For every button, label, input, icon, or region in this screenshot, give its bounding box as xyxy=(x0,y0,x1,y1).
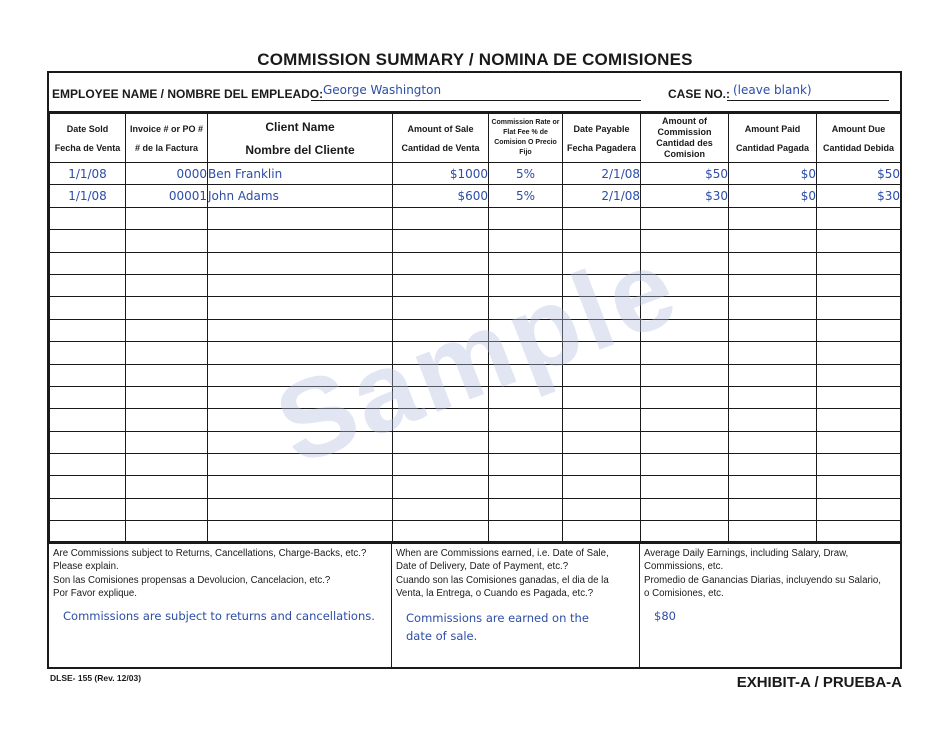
empty-cell[interactable] xyxy=(393,364,489,386)
empty-cell[interactable] xyxy=(126,431,208,453)
empty-cell[interactable] xyxy=(641,342,729,364)
question-line: Please explain. xyxy=(53,561,119,573)
empty-cell[interactable] xyxy=(208,498,393,520)
case-no-label: CASE NO.: xyxy=(668,87,731,101)
empty-cell[interactable] xyxy=(817,364,901,386)
empty-cell[interactable] xyxy=(563,454,641,476)
empty-cell[interactable] xyxy=(489,431,563,453)
empty-cell[interactable] xyxy=(729,207,817,229)
empty-cell[interactable] xyxy=(126,498,208,520)
question-line: Cuando son las Comisiones ganadas, el dia de la xyxy=(396,574,609,586)
table-row xyxy=(50,319,901,341)
empty-cell[interactable] xyxy=(208,409,393,431)
empty-cell[interactable] xyxy=(50,476,126,498)
empty-cell[interactable] xyxy=(729,386,817,408)
empty-cell[interactable] xyxy=(126,274,208,296)
empty-cell[interactable] xyxy=(50,521,126,543)
table-row xyxy=(50,476,901,498)
empty-cell[interactable] xyxy=(50,498,126,520)
empty-cell[interactable] xyxy=(208,207,393,229)
cell-amount-sale[interactable]: $1000 xyxy=(393,163,489,185)
empty-cell[interactable] xyxy=(817,274,901,296)
empty-cell[interactable] xyxy=(50,230,126,252)
empty-cell[interactable] xyxy=(393,252,489,274)
table-row xyxy=(50,252,901,274)
empty-cell[interactable] xyxy=(126,476,208,498)
empty-cell[interactable] xyxy=(563,476,641,498)
empty-cell[interactable] xyxy=(563,409,641,431)
cell-paid[interactable]: $0 xyxy=(729,185,817,207)
empty-cell[interactable] xyxy=(393,207,489,229)
table-row xyxy=(50,342,901,364)
empty-cell[interactable] xyxy=(489,454,563,476)
empty-cell[interactable] xyxy=(729,498,817,520)
empty-cell[interactable] xyxy=(641,207,729,229)
table-row xyxy=(50,185,901,207)
question-line: Average Daily Earnings, including Salary, Draw, xyxy=(644,548,849,559)
empty-cell[interactable] xyxy=(817,386,901,408)
empty-cell[interactable] xyxy=(563,319,641,341)
questions-section xyxy=(49,541,900,667)
empty-cell[interactable] xyxy=(641,431,729,453)
empty-cell[interactable] xyxy=(208,297,393,319)
empty-cell[interactable] xyxy=(208,454,393,476)
col-date-payable: Date Payable Fecha Pagadera xyxy=(563,114,641,163)
empty-cell[interactable] xyxy=(126,454,208,476)
col-amount-of-sale: Amount of Sale Cantidad de Venta xyxy=(393,114,489,163)
empty-cell[interactable] xyxy=(126,252,208,274)
empty-cell[interactable] xyxy=(208,319,393,341)
empty-cell[interactable] xyxy=(817,342,901,364)
table-row xyxy=(50,163,901,185)
table-row xyxy=(50,409,901,431)
empty-cell[interactable] xyxy=(817,454,901,476)
empty-cell[interactable] xyxy=(393,498,489,520)
empty-cell[interactable] xyxy=(729,431,817,453)
question-line: Are Commissions subject to Returns, Cancellations, Charge-Backs, etc.? xyxy=(53,548,367,559)
col-commission-rate: Commission Rate or Flat Fee % de Comision O Precio Fijo xyxy=(489,114,563,163)
empty-cell[interactable] xyxy=(489,386,563,408)
empty-cell[interactable] xyxy=(393,431,489,453)
empty-cell[interactable] xyxy=(393,386,489,408)
sample-watermark: Sample xyxy=(260,222,694,489)
cell-due[interactable]: $50 xyxy=(817,163,901,185)
empty-cell[interactable] xyxy=(393,476,489,498)
empty-cell[interactable] xyxy=(563,252,641,274)
empty-cell[interactable] xyxy=(729,274,817,296)
question-line: Commissions, etc. xyxy=(644,561,724,573)
empty-cell[interactable] xyxy=(729,252,817,274)
empty-cell[interactable] xyxy=(50,386,126,408)
empty-cell[interactable] xyxy=(729,230,817,252)
empty-cell[interactable] xyxy=(641,364,729,386)
empty-cell[interactable] xyxy=(50,274,126,296)
empty-cell[interactable] xyxy=(489,409,563,431)
form-id: DLSE- 155 (Rev. 12/03) xyxy=(50,673,142,683)
empty-cell[interactable] xyxy=(489,342,563,364)
empty-cell[interactable] xyxy=(729,297,817,319)
cell-date-payable[interactable]: 2/1/08 xyxy=(563,185,641,207)
empty-cell[interactable] xyxy=(489,319,563,341)
employee-name-value[interactable]: George Washington xyxy=(323,83,442,97)
empty-cell[interactable] xyxy=(817,431,901,453)
empty-cell[interactable] xyxy=(126,297,208,319)
col-amount-due: Amount Due Cantidad Debida xyxy=(817,114,901,163)
employee-name-label: EMPLOYEE NAME / NOMBRE DEL EMPLEADO: xyxy=(52,87,324,101)
empty-cell[interactable] xyxy=(208,386,393,408)
empty-cell[interactable] xyxy=(563,342,641,364)
empty-cell[interactable] xyxy=(50,364,126,386)
empty-cell[interactable] xyxy=(50,319,126,341)
empty-cell[interactable] xyxy=(50,342,126,364)
empty-cell[interactable] xyxy=(393,342,489,364)
table-row xyxy=(50,364,901,386)
empty-cell[interactable] xyxy=(729,454,817,476)
answer-daily-earnings[interactable]: $80 xyxy=(654,609,676,624)
employee-name-underline xyxy=(311,100,641,101)
question-line: Son las Comisiones propensas a Devolucion, Cancelacion, etc.? xyxy=(53,574,331,586)
form-title: COMMISSION SUMMARY / NOMINA DE COMISIONES xyxy=(257,50,693,69)
question-line: Por Favor explique. xyxy=(53,587,137,599)
empty-cell[interactable] xyxy=(563,521,641,543)
empty-cell[interactable] xyxy=(393,409,489,431)
empty-cell[interactable] xyxy=(393,274,489,296)
empty-cell[interactable] xyxy=(489,364,563,386)
empty-cell[interactable] xyxy=(393,297,489,319)
empty-cell[interactable] xyxy=(489,230,563,252)
cell-rate[interactable]: 5% xyxy=(489,163,563,185)
empty-cell[interactable] xyxy=(729,521,817,543)
empty-cell[interactable] xyxy=(489,274,563,296)
empty-cell[interactable] xyxy=(126,364,208,386)
question-line: Promedio de Ganancias Diarias, incluyendo su Salario, xyxy=(644,574,881,586)
empty-cell[interactable] xyxy=(563,297,641,319)
empty-cell[interactable] xyxy=(563,498,641,520)
empty-cell[interactable] xyxy=(563,230,641,252)
empty-cell[interactable] xyxy=(50,454,126,476)
table-row xyxy=(50,521,901,543)
empty-cell[interactable] xyxy=(208,364,393,386)
question-line: Date of Delivery, Date of Payment, etc.? xyxy=(396,561,569,573)
empty-cell[interactable] xyxy=(641,521,729,543)
question-when-earned xyxy=(392,543,640,667)
answer-returns[interactable]: Commissions are subject to returns and cancellations. xyxy=(63,609,375,624)
empty-cell[interactable] xyxy=(641,454,729,476)
empty-cell[interactable] xyxy=(126,207,208,229)
empty-cell[interactable] xyxy=(393,319,489,341)
empty-cell[interactable] xyxy=(50,297,126,319)
cell-invoice[interactable]: 00001 xyxy=(126,185,208,207)
empty-cell[interactable] xyxy=(208,476,393,498)
cell-commission[interactable]: $50 xyxy=(641,163,729,185)
empty-cell[interactable] xyxy=(50,431,126,453)
empty-cell[interactable] xyxy=(729,476,817,498)
exhibit-label: EXHIBIT-A / PRUEBA-A xyxy=(736,674,902,691)
empty-cell[interactable] xyxy=(208,274,393,296)
col-date-sold: Date Sold Fecha de Venta xyxy=(50,114,126,163)
cell-date-sold[interactable]: 1/1/08 xyxy=(50,185,126,207)
empty-cell[interactable] xyxy=(126,230,208,252)
col-amount-paid: Amount Paid Cantidad Pagada xyxy=(729,114,817,163)
commission-form xyxy=(47,71,902,669)
empty-cell[interactable] xyxy=(641,498,729,520)
empty-cell[interactable] xyxy=(393,521,489,543)
empty-cell[interactable] xyxy=(817,409,901,431)
cell-commission[interactable]: $30 xyxy=(641,185,729,207)
employee-row xyxy=(49,73,900,113)
empty-cell[interactable] xyxy=(393,454,489,476)
cell-date-payable[interactable]: 2/1/08 xyxy=(563,163,641,185)
empty-cell[interactable] xyxy=(729,364,817,386)
question-daily-earnings xyxy=(640,543,900,667)
question-returns xyxy=(49,543,392,667)
empty-cell[interactable] xyxy=(817,476,901,498)
empty-cell[interactable] xyxy=(489,207,563,229)
empty-cell[interactable] xyxy=(50,252,126,274)
cell-date-sold[interactable]: 1/1/08 xyxy=(50,163,126,185)
empty-cell[interactable] xyxy=(563,431,641,453)
table-row xyxy=(50,498,901,520)
empty-cell[interactable] xyxy=(817,498,901,520)
cell-client[interactable]: Ben Franklin xyxy=(208,163,393,185)
cell-due[interactable]: $30 xyxy=(817,185,901,207)
empty-cell[interactable] xyxy=(641,476,729,498)
question-line: When are Commissions earned, i.e. Date of Sale, xyxy=(396,548,609,559)
answer-when-earned[interactable]: Commissions are earned on the date of sale. xyxy=(406,611,589,644)
cell-amount-sale[interactable]: $600 xyxy=(393,185,489,207)
empty-cell[interactable] xyxy=(817,297,901,319)
col-client-name: Client Name Nombre del Cliente xyxy=(208,114,393,163)
empty-cell[interactable] xyxy=(563,386,641,408)
question-line: Venta, la Entrega, o Cuando es Pagada, etc.? xyxy=(396,587,594,599)
empty-cell[interactable] xyxy=(489,252,563,274)
case-no-value[interactable]: (leave blank) xyxy=(733,83,812,97)
empty-cell[interactable] xyxy=(817,319,901,341)
table-row xyxy=(50,454,901,476)
empty-cell[interactable] xyxy=(641,297,729,319)
empty-cell[interactable] xyxy=(50,207,126,229)
empty-cell[interactable] xyxy=(641,252,729,274)
empty-cell[interactable] xyxy=(126,521,208,543)
empty-cell[interactable] xyxy=(563,207,641,229)
table-row xyxy=(50,230,901,252)
table-row xyxy=(50,297,901,319)
empty-cell[interactable] xyxy=(817,230,901,252)
empty-rows xyxy=(50,207,901,543)
empty-cell[interactable] xyxy=(208,521,393,543)
cell-rate[interactable]: 5% xyxy=(489,185,563,207)
empty-cell[interactable] xyxy=(126,319,208,341)
table-row xyxy=(50,274,901,296)
empty-cell[interactable] xyxy=(641,319,729,341)
empty-cell[interactable] xyxy=(489,521,563,543)
empty-cell[interactable] xyxy=(817,252,901,274)
empty-cell[interactable] xyxy=(208,431,393,453)
empty-cell[interactable] xyxy=(729,319,817,341)
empty-cell[interactable] xyxy=(489,476,563,498)
case-no-underline xyxy=(727,100,889,101)
table-row xyxy=(50,431,901,453)
empty-cell[interactable] xyxy=(50,409,126,431)
col-invoice: Invoice # or PO # # de la Factura xyxy=(126,114,208,163)
empty-cell[interactable] xyxy=(817,207,901,229)
empty-cell[interactable] xyxy=(817,521,901,543)
commission-table xyxy=(49,113,901,544)
empty-cell[interactable] xyxy=(729,409,817,431)
empty-cell[interactable] xyxy=(563,364,641,386)
empty-cell[interactable] xyxy=(208,342,393,364)
empty-cell[interactable] xyxy=(641,409,729,431)
empty-cell[interactable] xyxy=(208,230,393,252)
empty-cell[interactable] xyxy=(489,297,563,319)
empty-cell[interactable] xyxy=(729,342,817,364)
empty-cell[interactable] xyxy=(126,342,208,364)
empty-cell[interactable] xyxy=(489,498,563,520)
question-line: o Comisiones, etc. xyxy=(644,587,724,599)
col-amount-of-commission: Amount of Commission Cantidad des Comision xyxy=(641,114,729,163)
table-header-row xyxy=(50,114,901,163)
empty-cell[interactable] xyxy=(641,230,729,252)
empty-cell[interactable] xyxy=(126,409,208,431)
empty-cell[interactable] xyxy=(393,230,489,252)
table-row xyxy=(50,386,901,408)
empty-cell[interactable] xyxy=(208,252,393,274)
table-row xyxy=(50,207,901,229)
cell-paid[interactable]: $0 xyxy=(729,163,817,185)
empty-cell[interactable] xyxy=(641,274,729,296)
empty-cell[interactable] xyxy=(126,386,208,408)
cell-client[interactable]: John Adams xyxy=(208,185,393,207)
empty-cell[interactable] xyxy=(563,274,641,296)
cell-invoice[interactable]: 0000 xyxy=(126,163,208,185)
empty-cell[interactable] xyxy=(641,386,729,408)
